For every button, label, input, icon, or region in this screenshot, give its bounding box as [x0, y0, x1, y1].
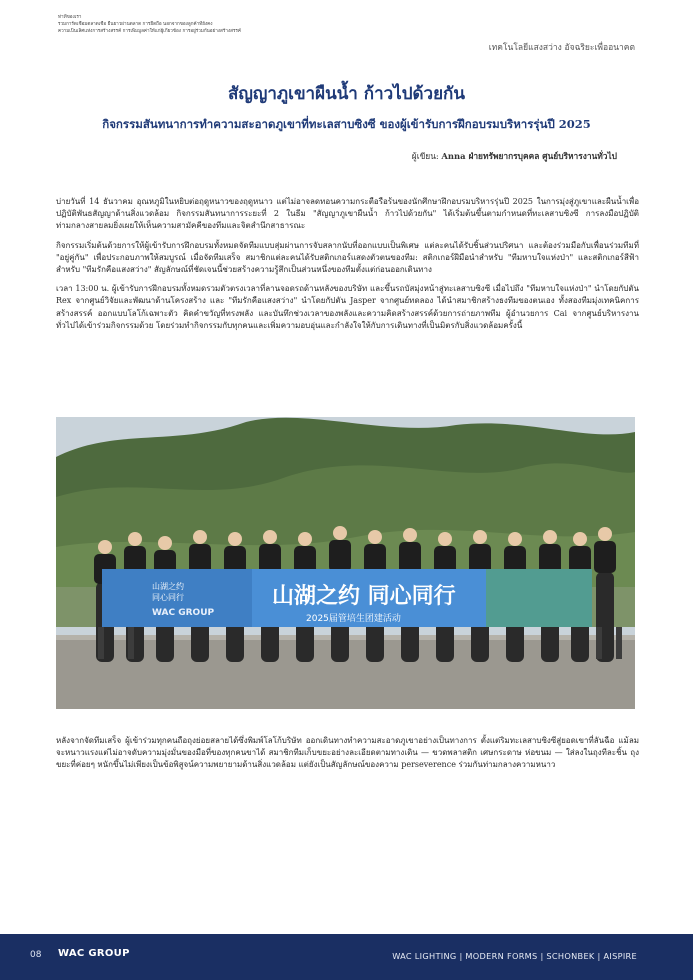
author-line	[412, 149, 617, 163]
group-photo-illustration	[56, 417, 635, 709]
footer-brand-list: WAC LIGHTING | MODERN FORMS | SCHONBEK | AISPIRE	[392, 951, 637, 961]
banner-badge-line2: 同心同行	[152, 593, 184, 602]
article-title: สัญญาภูเขาผืนน้ำ ก้าวไปด้วยกัน	[228, 84, 465, 104]
banner-badge-line1: 山湖之约	[152, 582, 184, 591]
header-tagline-line: รวมการ์ดเชื่อมตลาดเชื่อ ยืนยาวผ่านตลาด การยึดถือ นอกจากของลูกค้าที่ยังคง	[58, 22, 213, 27]
footer-brand-logo: WAC GROUP	[58, 948, 130, 959]
header-tagline	[58, 14, 248, 35]
banner-logo: WAC GROUP	[152, 608, 215, 618]
header-slogan: เทคโนโลยีแสงสว่าง อัจฉริยะเพื่ออนาคต	[488, 43, 635, 53]
article-subtitle: กิจกรรมสันทนาการทำความสะอาดภูเขาที่ทะเลสาบซิงซี ของผู้เข้ารับการฝึกอบรมบริหารรุ่นปี 2025	[102, 117, 591, 131]
paragraph: บ่ายวันที่ 14 ธันวาคม อุณหภูมิในหยิบต่อฤดูหนาวของฤดูหนาว แต่ไม่อาจลดทอนความกระตือรือร้นของนักศึกษาฝึกอบรมบริหารรุ่นปี 2025 ในการมุ่งสู่ภูเขาและผืนน้ำเพื่อปฏิบัติพันธสัญญาด้านสิ่งแวดล้อม กิจกรรมสันทนาการระยะที่ 2 ในธีม "สัญญาภูเขาผืนน้ำ ก้าวไปด้วยกัน" ได้เริ่มต้นขึ้นตามกำหนดที่ทะเลสาบซิงซี การลงมือปฏิบัติท่ามกลางสายลมยิ่งเผยให้เห็นความสามัคคีของทีมและจิตสำนึกสาธารณะ	[56, 197, 639, 231]
header-tagline-line: ความเป็นเลิศแห่งการสร้างสรรค์ การเพิ่มมูลค่าให้แก่ผู้เกี่ยวข้อง การอยู่ร่วมกันอย่างสร้างสรรค์	[58, 29, 241, 34]
paragraph: เวลา 13:00 น. ผู้เข้ารับการฝึกอบรมทั้งหมดรวมตัวตรงเวลาที่ลานจอดรถด้านหลังของบริษัท และขึ้นรถบัสมุ่งหน้าสู่ทะเลสาบซิงซี เมื่อไปถึง "ทีมหาบใจแห่งป่า" นำโดยกัปตัน Rex จากศูนย์วิจัยและพัฒนาด้านโครงสร้าง และ "ทีมรักคือแสงสว่าง" นำโดยกัปตัน Jasper จากศูนย์ทดลอง ได้นำสมาชิกสร้างธงทีมของตนเอง ทั้งสองทีมมุ่งเทคนิคการสร้างสรรค์ ออกแบบโลโก้เฉพาะตัว คิดคำขวัญที่ทรงพลัง และบันทึกช่วงเวลาของพลังและความคิดสร้างสรรค์ด้วยการถ่ายภาพทีม ผู้อำนวยการ Cai จากศูนย์บริหารงานทั่วไปได้เข้าร่วมกิจกรรมด้วย โดยร่วมทำกิจกรรมกับทุกคนและเพิ่มความอบอุ่นและกำลังใจให้กับการเดินทางที่เป็นมิตรกับสิ่งแวดล้อมครั้งนี้	[56, 284, 639, 330]
author-label: ผู้เขียน:	[411, 151, 439, 161]
footer-bar	[0, 934, 693, 980]
article-body	[56, 196, 639, 339]
banner-main-text: 山湖之约 同心同行	[272, 584, 456, 609]
page-number: 08	[30, 950, 42, 960]
header-tagline-line: ท่าทีของเรา	[58, 15, 82, 20]
group-photo	[56, 417, 635, 709]
author-name: Anna ฝ่ายทรัพยากรบุคคล ศูนย์บริหารงานทั่วไป	[441, 151, 617, 161]
banner-sub-text: 2025届管培生团建活动	[306, 614, 401, 624]
after-photo-paragraph: หลังจากจัดทีมเสร็จ ผู้เข้าร่วมทุกคนถือถุงย่อยสลายได้ซึ่งพิมพ์โลโก้บริษัท ออกเดินทางทำความสะอาดภูเขาอย่างเป็นทางการ ตั้งแต่ริมทะเลสาบซิงซีสู่ยอดเขาที่ลันฉือ แม้ลมจะหนาวแรงแต่ไม่อาจดับความมุ่งมั่นของมือที่ของทุกคนขาได้ สมาชิกทีมเก็บขยะอย่างละเอียดตามทางเดิน — ขวดพลาสติก เศษกระดาษ ห่อขนม — ใส่ลงในถุงทีละชิ้น ถุงขยะที่ค่อยๆ หนักขึ้นไม่เพียงเป็นข้อพิสูจน์ความพยายามด้านสิ่งแวดล้อม แต่ยังเป็นสัญลักษณ์ของความ perseverence ร่วมกันท่ามกลางความหนาว	[56, 736, 639, 770]
paragraph: กิจกรรมเริ่มต้นด้วยการให้ผู้เข้ารับการฝึกอบรมทั้งหมดจัดทีมแบบสุ่มผ่านการจับสลากนับที่ออกแบบเป็นพิเศษ แต่ละคนได้รับชิ้นส่วนปริศนา และต้องร่วมมือกับเพื่อนร่วมทีมที่ "อยู่คู่กัน" เพื่อประกอบภาพให้สมบูรณ์ เมื่อจัดทีมเสร็จ สมาชิกแต่ละคนได้รับสติกเกอร์แสดงตัวตนของทีม: สติกเกอร์ฝีมือนำสำหรับ "ทีมหาบใจแห่งป่า" และสติกเกอร์สีฟ้าสำหรับ "ทีมรักคือแสงสว่าง" สัญลักษณ์ที่ชัดเจนนี้ช่วยสร้างความรู้สึกเป็นส่วนหนึ่งของทีมตั้งแต่ก่อนออกเดินทาง	[56, 240, 639, 275]
